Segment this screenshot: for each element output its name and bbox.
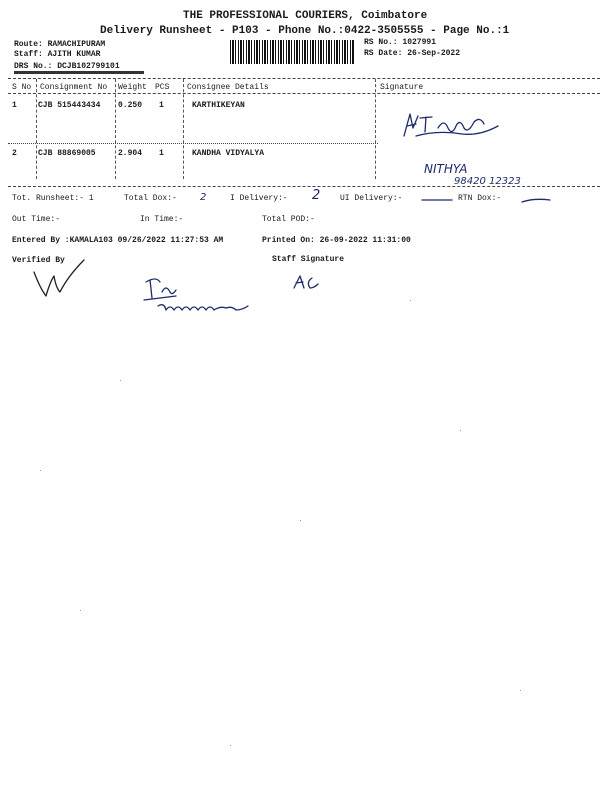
out-time-label: Out Time:-: [12, 215, 61, 224]
col-header-signature: Signature: [380, 83, 424, 92]
staff-signature-2: [290, 272, 326, 292]
row2-consignment: CJB 88869005: [38, 149, 96, 158]
rs-date: RS Date: 26-Sep-2022: [364, 49, 461, 58]
table-top-rule: [8, 78, 600, 79]
col-header-weight: Weight: [118, 83, 147, 92]
total-dox-label: Total Dox:-: [124, 194, 177, 203]
col-header-sno: S No: [12, 83, 32, 92]
row2-pcs: 1: [159, 149, 164, 158]
ul-delivery-mark: [418, 196, 458, 204]
table-header-rule: [8, 93, 600, 94]
rtn-dox-mark: [520, 196, 554, 206]
drs-underline: [14, 71, 144, 74]
row2-sno: 2: [12, 149, 17, 158]
row1-consignment: CJB 515443434: [38, 101, 101, 110]
rtn-dox-label: RTN Dox:-: [458, 194, 502, 203]
col-divider: [183, 79, 184, 179]
entered-by: Entered By :KAMALA103 09/26/2022 11:27:53 AM: [12, 236, 224, 245]
verifier-signature: [28, 258, 88, 302]
row1-handwritten-signature: [398, 108, 508, 142]
col-header-pcs: PCS: [155, 83, 170, 92]
staff-signature-label: Staff Signature: [272, 255, 345, 264]
row1-sno: 1: [12, 101, 17, 110]
row2-handwritten-name: NITHYA: [424, 162, 468, 176]
col-divider: [375, 79, 376, 179]
row-separator: [8, 143, 378, 144]
runsheet-title: Delivery Runsheet - P103 - Phone No.:0422-3505555 - Page No.:1: [100, 25, 510, 37]
delivery-label: I Delivery:-: [230, 194, 288, 203]
drs-number: DRS No.: DCJB102799101: [14, 62, 120, 71]
col-divider: [115, 79, 116, 179]
printed-on: Printed On: 26-09-2022 11:31:00: [262, 236, 411, 245]
barcode: [230, 40, 354, 64]
col-header-consignment: Consignment No: [40, 83, 108, 92]
verified-by-label: Verified By: [12, 256, 65, 265]
total-dox-value: 2: [200, 192, 207, 203]
row2-handwritten-phone: 98420 12323: [454, 176, 521, 187]
row1-weight: 0.250: [118, 101, 143, 110]
col-divider: [36, 79, 37, 179]
total-pod-label: Total POD:-: [262, 215, 315, 224]
ul-delivery-label: UI Delivery:-: [340, 194, 403, 203]
col-header-consignee: Consignee Details: [187, 83, 269, 92]
rs-number: RS No.: 1027991: [364, 38, 437, 47]
company-name: THE PROFESSIONAL COURIERS, Coimbatore: [183, 10, 428, 22]
route-label: Route: RAMACHIPURAM: [14, 40, 106, 49]
staff-label: Staff: AJITH KUMAR: [14, 50, 101, 59]
delivery-value: 2: [312, 188, 321, 203]
row2-consignee: KANDHA VIDYALYA: [192, 149, 265, 158]
row1-consignee: KARTHIKEYAN: [192, 101, 245, 110]
totals-rule: [8, 186, 600, 187]
row1-pcs: 1: [159, 101, 164, 110]
in-time-label: In Time:-: [140, 215, 184, 224]
staff-signature-1: [140, 270, 290, 320]
row2-weight: 2.904: [118, 149, 143, 158]
tot-runsheet: Tot. Runsheet:- 1: [12, 194, 94, 203]
